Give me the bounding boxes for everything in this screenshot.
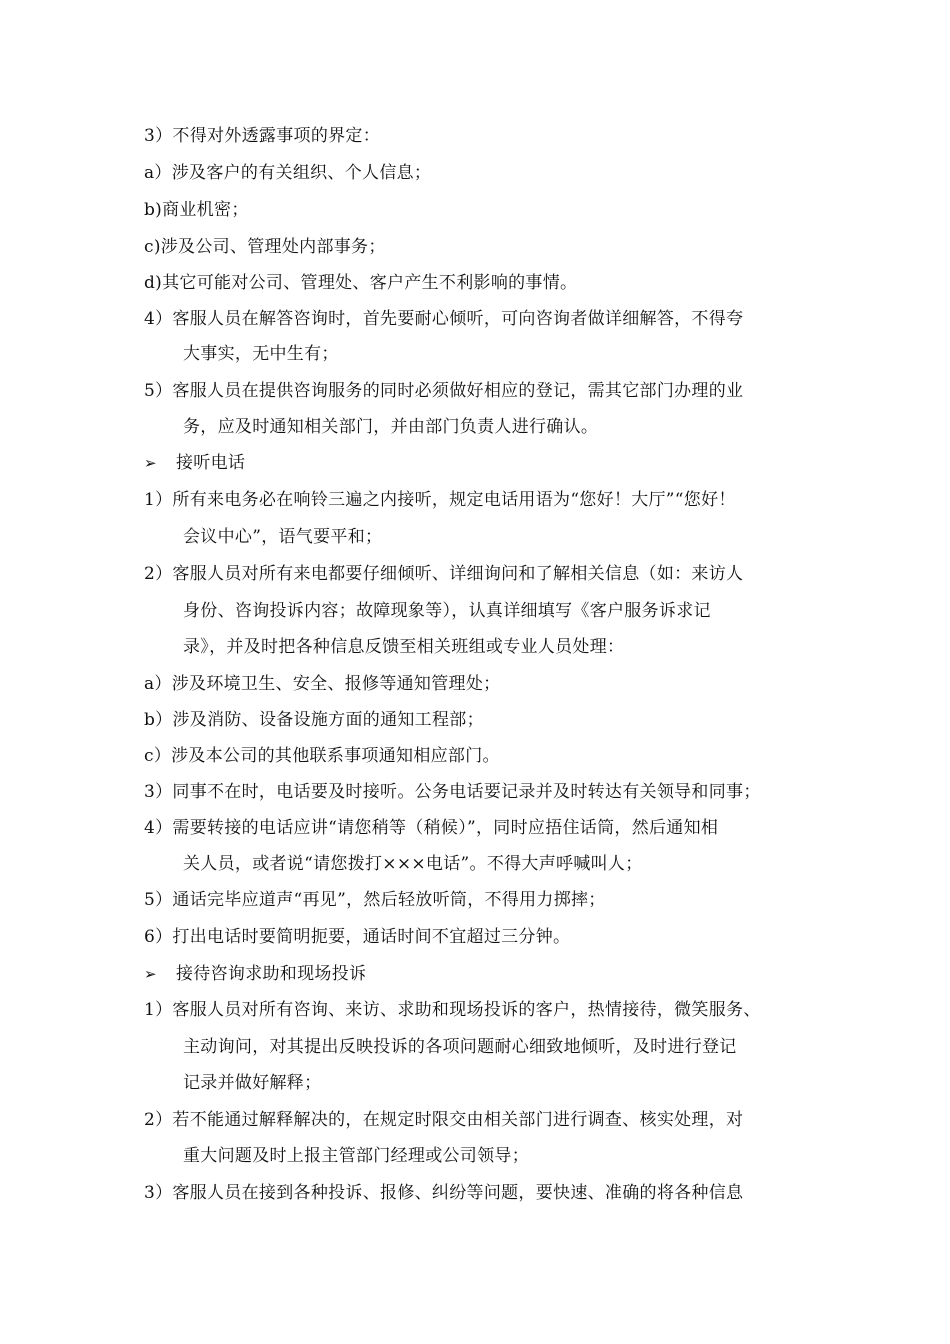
arrow-bullet-icon: ➢: [144, 454, 157, 472]
text-line: 2）若不能通过解释解决的，在规定时限交由相关部门进行调查、核实处理，对: [144, 1110, 744, 1130]
text-line: 会议中心”，语气要平和；: [183, 527, 383, 547]
text-line: 5）通话完毕应道声“再见”，然后轻放听筒，不得用力掷摔；: [144, 890, 606, 910]
text-line: 1）客服人员对所有咨询、来访、求助和现场投诉的客户，热情接待，微笑服务、: [144, 1000, 761, 1020]
text-line: c）涉及本公司的其他联系事项通知相应部门。: [144, 746, 500, 766]
text-line: 2）客服人员对所有来电都要仔细倾听、详细询问和了解相关信息（如：来访人: [144, 564, 744, 584]
section-heading-text: 接待咨询求助和现场投诉: [176, 964, 367, 984]
section-heading: [144, 452, 245, 474]
text-line: b）涉及消防、设备设施方面的通知工程部；: [144, 710, 484, 730]
text-line: c)涉及公司、管理处内部事务；: [144, 237, 386, 257]
text-line: 1）所有来电务必在响铃三遍之内接听，规定电话用语为“您好！大厅”“您好！: [144, 490, 736, 510]
text-line: 5）客服人员在提供咨询服务的同时必须做好相应的登记，需其它部门办理的业: [144, 381, 744, 401]
text-line: 录》，并及时把各种信息反馈至相关班组或专业人员处理：: [183, 637, 625, 657]
text-line: 重大问题及时上报主管部门经理或公司领导；: [183, 1146, 529, 1166]
text-line: d)其它可能对公司、管理处、客户产生不利影响的事情。: [144, 273, 578, 293]
text-line: a）涉及客户的有关组织、个人信息；: [144, 163, 432, 183]
text-line: 4）需要转接的电话应讲“请您稍等（稍候）”，同时应捂住话筒，然后通知相: [144, 818, 719, 838]
text-line: 3）同事不在时，电话要及时接听。公务电话要记录并及时转达有关领导和同事；: [144, 782, 761, 802]
text-line: 务，应及时通知相关部门，并由部门负责人进行确认。: [183, 417, 599, 437]
text-line: 4）客服人员在解答咨询时，首先要耐心倾听，可向咨询者做详细解答，不得夸: [144, 309, 744, 329]
section-heading: [144, 963, 366, 985]
text-line: 6）打出电话时要简明扼要，通话时间不宜超过三分钟。: [144, 927, 571, 947]
text-line: 身份、咨询投诉内容；故障现象等），认真详细填写《客户服务诉求记: [183, 601, 711, 621]
section-heading-text: 接听电话: [176, 453, 246, 473]
arrow-bullet-icon: ➢: [144, 965, 157, 983]
text-line: 关人员，或者说“请您拨打×××电话”。不得大声呼喊叫人；: [183, 854, 643, 874]
text-line: 3）客服人员在接到各种投诉、报修、纠纷等问题，要快速、准确的将各种信息: [144, 1183, 744, 1203]
text-line: 主动询问，对其提出反映投诉的各项问题耐心细致地倾听，及时进行登记: [183, 1037, 737, 1057]
text-line: 3）不得对外透露事项的界定：: [144, 126, 381, 146]
text-line: 记录并做好解释；: [183, 1073, 322, 1093]
text-line: b)商业机密；: [144, 200, 249, 220]
text-line: 大事实，无中生有；: [183, 344, 339, 364]
text-line: a）涉及环境卫生、安全、报修等通知管理处；: [144, 674, 501, 694]
